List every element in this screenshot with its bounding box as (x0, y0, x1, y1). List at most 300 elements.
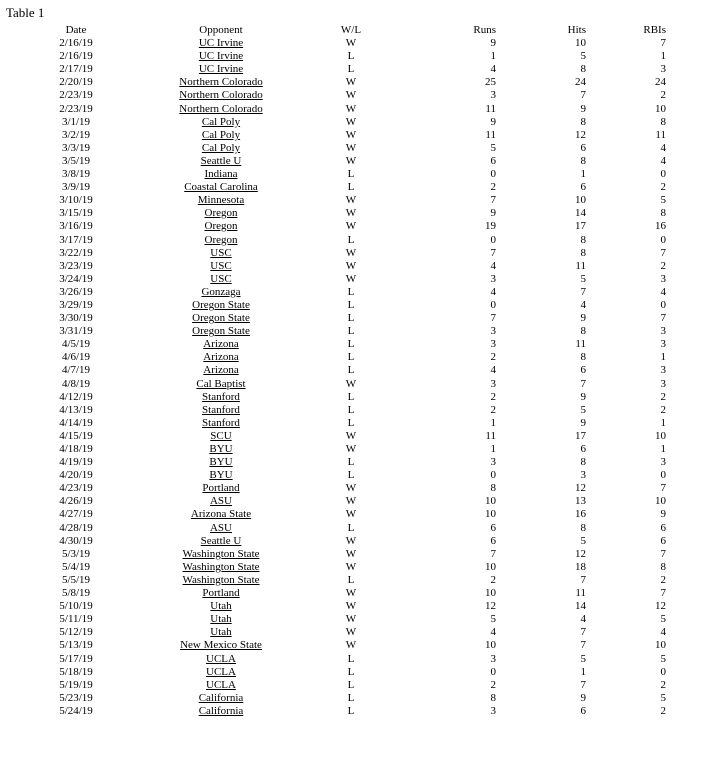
cell-hits: 8 (580, 115, 586, 128)
cell-runs: 10 (485, 508, 496, 521)
cell-wl: W (345, 194, 357, 207)
cell-opponent[interactable] (146, 234, 296, 247)
cell-runs: 2 (490, 390, 496, 403)
cell-wl: L (347, 181, 355, 194)
table-row (6, 508, 666, 521)
cell-opponent[interactable] (146, 338, 296, 351)
cell-rbis: 0 (660, 298, 666, 311)
cell-runs: 1 (490, 416, 496, 429)
cell-opponent[interactable] (146, 495, 296, 508)
cell-date: 4/8/19 (61, 377, 91, 390)
cell-runs: 3 (490, 377, 496, 390)
cell-rbis: 5 (660, 691, 666, 704)
cell-runs: 10 (485, 587, 496, 600)
table-caption: Table 1 (6, 5, 45, 20)
cell-wl: W (345, 377, 357, 390)
cell-hits: 8 (580, 351, 586, 364)
cell-rbis: 2 (660, 573, 666, 586)
cell-date: 4/20/19 (59, 469, 93, 482)
cell-hits: 8 (580, 325, 586, 338)
cell-hits: 11 (575, 587, 586, 600)
table-row (6, 325, 666, 338)
opponent-link[interactable]: UCLA (206, 652, 236, 665)
cell-opponent[interactable] (146, 260, 296, 273)
cell-opponent[interactable] (146, 613, 296, 626)
cell-opponent[interactable] (146, 574, 296, 587)
cell-runs: 4 (490, 259, 496, 272)
opponent-link[interactable]: BYU (209, 469, 233, 482)
cell-rbis: 5 (660, 652, 666, 665)
cell-wl: W (345, 560, 357, 573)
cell-date: 3/26/19 (59, 285, 93, 298)
cell-opponent[interactable] (146, 247, 296, 260)
opponent-link[interactable]: Seattle U (200, 154, 242, 167)
opponent-link[interactable]: Oregon State (192, 325, 250, 338)
cell-date: 4/13/19 (59, 403, 93, 416)
cell-opponent[interactable] (146, 207, 296, 220)
cell-runs: 10 (485, 639, 496, 652)
cell-rbis: 7 (660, 37, 666, 50)
cell-wl: W (345, 587, 357, 600)
opponent-link[interactable]: New Mexico State (180, 639, 262, 652)
table-row (6, 50, 666, 63)
cell-rbis: 2 (660, 704, 666, 717)
cell-opponent[interactable] (146, 561, 296, 574)
column-header-runs: Runs (473, 24, 496, 36)
cell-opponent[interactable] (146, 535, 296, 548)
cell-wl: L (347, 678, 355, 691)
opponent-link[interactable]: Portland (202, 482, 240, 495)
opponent-link[interactable]: BYU (209, 456, 233, 469)
opponent-link[interactable]: Oregon (204, 233, 238, 246)
cell-opponent[interactable] (146, 587, 296, 600)
cell-opponent[interactable] (146, 76, 296, 89)
cell-date: 4/5/19 (61, 338, 91, 351)
cell-date: 5/10/19 (59, 600, 93, 613)
opponent-link[interactable]: Northern Colorado (179, 102, 263, 115)
cell-hits: 1 (580, 665, 586, 678)
opponent-link[interactable]: USC (210, 272, 232, 285)
opponent-link[interactable]: Washington State (182, 560, 260, 573)
cell-opponent[interactable] (146, 364, 296, 377)
table-row (6, 469, 666, 482)
cell-rbis: 6 (660, 534, 666, 547)
cell-date: 2/17/19 (59, 63, 93, 76)
cell-date: 4/30/19 (59, 534, 93, 547)
cell-rbis: 8 (660, 115, 666, 128)
cell-opponent[interactable] (146, 286, 296, 299)
cell-rbis: 4 (660, 285, 666, 298)
opponent-link[interactable]: Portland (202, 587, 240, 600)
cell-runs: 7 (490, 194, 496, 207)
opponent-link[interactable]: Cal Poly (201, 141, 241, 154)
cell-hits: 9 (580, 416, 586, 429)
cell-rbis: 1 (660, 50, 666, 63)
cell-date: 4/12/19 (59, 390, 93, 403)
table-row (6, 522, 666, 535)
cell-wl: W (345, 102, 357, 115)
opponent-link[interactable]: Minnesota (197, 194, 245, 207)
cell-hits: 7 (580, 377, 586, 390)
table-row (6, 391, 666, 404)
table-row (6, 600, 666, 613)
table-row (6, 63, 666, 76)
cell-wl: L (347, 416, 355, 429)
opponent-link[interactable]: California (198, 691, 244, 704)
cell-hits: 8 (580, 154, 586, 167)
cell-opponent[interactable] (146, 508, 296, 521)
cell-date: 4/6/19 (61, 351, 91, 364)
cell-rbis: 2 (660, 259, 666, 272)
opponent-link[interactable]: California (198, 704, 244, 717)
table-row (6, 561, 666, 574)
table-row (6, 299, 666, 312)
column-header-wl: W/L (340, 24, 362, 36)
cell-runs: 11 (485, 102, 496, 115)
cell-hits: 6 (580, 141, 586, 154)
cell-wl: W (345, 220, 357, 233)
cell-opponent[interactable] (146, 522, 296, 535)
opponent-link[interactable]: USC (210, 246, 232, 259)
cell-wl: L (347, 652, 355, 665)
opponent-link[interactable]: Arizona State (190, 508, 252, 521)
cell-runs: 2 (490, 351, 496, 364)
table-row (6, 587, 666, 600)
cell-runs: 2 (490, 403, 496, 416)
cell-opponent[interactable] (146, 391, 296, 404)
cell-opponent[interactable] (146, 351, 296, 364)
opponent-link[interactable]: ASU (209, 521, 232, 534)
cell-runs: 8 (490, 482, 496, 495)
cell-wl: L (347, 364, 355, 377)
cell-hits: 5 (580, 272, 586, 285)
cell-rbis: 4 (660, 154, 666, 167)
opponent-link[interactable]: Oregon (204, 220, 238, 233)
cell-rbis: 2 (660, 89, 666, 102)
table-row (6, 404, 666, 417)
cell-rbis: 8 (660, 207, 666, 220)
cell-hits: 12 (575, 128, 586, 141)
cell-date: 3/2/19 (61, 128, 91, 141)
cell-date: 3/22/19 (59, 246, 93, 259)
cell-wl: W (345, 272, 357, 285)
cell-rbis: 3 (660, 325, 666, 338)
cell-opponent[interactable] (146, 168, 296, 181)
cell-runs: 9 (490, 37, 496, 50)
cell-hits: 13 (575, 495, 586, 508)
opponent-link[interactable]: Oregon State (192, 312, 250, 325)
cell-hits: 7 (580, 285, 586, 298)
cell-opponent[interactable] (146, 155, 296, 168)
cell-runs: 2 (490, 181, 496, 194)
column-header-hits: Hits (567, 24, 586, 36)
cell-rbis: 1 (660, 443, 666, 455)
cell-date: 5/12/19 (59, 626, 93, 639)
table-row (6, 548, 666, 561)
opponent-link[interactable]: UCLA (206, 665, 236, 678)
cell-opponent[interactable] (146, 469, 296, 482)
cell-hits: 6 (580, 181, 586, 194)
cell-date: 5/5/19 (61, 573, 91, 586)
opponent-link[interactable]: Coastal Carolina (184, 181, 258, 194)
table-row (6, 692, 666, 705)
table-row (6, 482, 666, 495)
table-row (6, 168, 666, 181)
cell-opponent[interactable] (146, 220, 296, 233)
column-header-rbis: RBIs (643, 24, 666, 36)
cell-runs: 2 (490, 573, 496, 586)
cell-rbis: 9 (660, 508, 666, 521)
cell-hits: 5 (580, 403, 586, 416)
cell-runs: 1 (490, 443, 496, 455)
cell-date: 3/30/19 (59, 312, 93, 325)
cell-wl: L (347, 298, 355, 311)
cell-date: 2/16/19 (59, 50, 93, 63)
opponent-link[interactable]: Seattle U (200, 534, 242, 547)
cell-wl: W (345, 482, 357, 495)
opponent-link[interactable]: Gonzaga (201, 285, 241, 298)
table-row (6, 364, 666, 377)
cell-rbis: 2 (660, 181, 666, 194)
cell-opponent[interactable] (146, 378, 296, 391)
table-row (6, 89, 666, 102)
cell-date: 4/28/19 (59, 521, 93, 534)
cell-date: 2/20/19 (59, 76, 93, 89)
opponent-link[interactable]: Stanford (202, 403, 240, 416)
cell-wl: L (347, 351, 355, 364)
table-row (6, 103, 666, 116)
cell-date: 3/29/19 (59, 298, 93, 311)
document-page (0, 6, 704, 781)
cell-runs: 7 (490, 246, 496, 259)
cell-wl: L (347, 50, 355, 63)
cell-opponent[interactable] (146, 600, 296, 613)
cell-rbis: 8 (660, 560, 666, 573)
table-row (6, 443, 666, 456)
cell-opponent[interactable] (146, 705, 296, 718)
cell-opponent[interactable] (146, 50, 296, 63)
table-row (6, 338, 666, 351)
opponent-link[interactable]: Indiana (204, 168, 238, 181)
cell-opponent[interactable] (146, 116, 296, 129)
cell-hits: 4 (580, 298, 586, 311)
opponent-link[interactable]: Arizona (203, 364, 239, 377)
cell-date: 3/10/19 (59, 194, 93, 207)
cell-runs: 6 (490, 534, 496, 547)
cell-date: 2/23/19 (59, 102, 93, 115)
cell-wl: W (345, 600, 357, 613)
opponent-link[interactable]: UC Irvine (198, 63, 244, 76)
opponent-link[interactable]: Utah (210, 626, 232, 639)
cell-rbis: 4 (660, 626, 666, 639)
opponent-link[interactable]: UC Irvine (198, 50, 244, 63)
opponent-link[interactable]: Oregon (204, 207, 238, 220)
opponent-link[interactable]: ASU (209, 495, 232, 508)
cell-opponent[interactable] (146, 482, 296, 495)
opponent-link[interactable]: Arizona (203, 351, 239, 364)
cell-rbis: 24 (655, 76, 666, 89)
cell-rbis: 11 (655, 128, 666, 141)
cell-rbis: 7 (660, 312, 666, 325)
cell-runs: 6 (490, 521, 496, 534)
cell-opponent[interactable] (146, 129, 296, 142)
opponent-link[interactable]: Utah (210, 600, 232, 613)
cell-opponent[interactable] (146, 142, 296, 155)
cell-date: 5/24/19 (59, 704, 93, 717)
cell-wl: L (347, 469, 355, 482)
cell-opponent[interactable] (146, 325, 296, 338)
opponent-link[interactable]: UC Irvine (198, 37, 244, 50)
column-header-opponent: Opponent (199, 24, 243, 36)
opponent-link[interactable]: Cal Poly (201, 115, 241, 128)
cell-opponent[interactable] (146, 417, 296, 430)
cell-hits: 7 (580, 639, 586, 652)
cell-hits: 10 (575, 194, 586, 207)
cell-opponent[interactable] (146, 299, 296, 312)
cell-date: 4/15/19 (59, 429, 93, 442)
cell-opponent[interactable] (146, 63, 296, 76)
opponent-link[interactable]: UCLA (206, 678, 236, 691)
cell-runs: 25 (485, 76, 496, 89)
opponent-link[interactable]: Stanford (202, 390, 240, 403)
cell-hits: 7 (580, 678, 586, 691)
cell-opponent[interactable] (146, 692, 296, 705)
cell-rbis: 12 (655, 600, 666, 613)
cell-opponent[interactable] (146, 312, 296, 325)
cell-hits: 18 (575, 560, 586, 573)
cell-wl: L (347, 665, 355, 678)
opponent-link[interactable]: USC (210, 259, 232, 272)
cell-date: 3/8/19 (61, 168, 91, 181)
cell-rbis: 7 (660, 482, 666, 495)
cell-hits: 12 (575, 547, 586, 560)
cell-rbis: 10 (655, 102, 666, 115)
cell-rbis: 7 (660, 587, 666, 600)
cell-date: 3/1/19 (61, 115, 91, 128)
cell-runs: 10 (485, 560, 496, 573)
cell-rbis: 2 (660, 390, 666, 403)
cell-hits: 9 (580, 312, 586, 325)
table-row (6, 666, 666, 679)
cell-runs: 11 (485, 429, 496, 442)
table-row (6, 37, 666, 50)
cell-rbis: 10 (655, 429, 666, 442)
cell-rbis: 1 (660, 351, 666, 364)
cell-wl: L (347, 704, 355, 717)
cell-wl: W (345, 128, 357, 141)
cell-runs: 9 (490, 115, 496, 128)
cell-hits: 12 (575, 482, 586, 495)
opponent-link[interactable]: Oregon State (192, 298, 250, 311)
cell-date: 4/19/19 (59, 456, 93, 469)
cell-opponent[interactable] (146, 273, 296, 286)
cell-opponent[interactable] (146, 404, 296, 417)
cell-opponent[interactable] (146, 181, 296, 194)
table-row (6, 312, 666, 325)
table-row (6, 351, 666, 364)
opponent-link[interactable]: Northern Colorado (179, 89, 263, 102)
opponent-link[interactable]: Arizona (203, 338, 239, 351)
cell-opponent[interactable] (146, 679, 296, 692)
opponent-link[interactable]: Washington State (182, 547, 260, 560)
cell-hits: 7 (580, 89, 586, 102)
cell-wl: W (345, 495, 357, 508)
table-row (6, 234, 666, 247)
table-row (6, 626, 666, 639)
cell-runs: 11 (485, 128, 496, 141)
cell-opponent[interactable] (146, 443, 296, 456)
cell-hits: 9 (580, 691, 586, 704)
cell-date: 5/23/19 (59, 691, 93, 704)
cell-date: 4/7/19 (61, 364, 91, 377)
cell-date: 3/9/19 (61, 181, 91, 194)
cell-runs: 0 (490, 298, 496, 311)
cell-date: 5/3/19 (61, 547, 91, 560)
cell-runs: 9 (490, 207, 496, 220)
cell-hits: 14 (575, 600, 586, 613)
cell-hits: 6 (580, 704, 586, 717)
cell-opponent[interactable] (146, 194, 296, 207)
cell-runs: 3 (490, 652, 496, 665)
cell-hits: 5 (580, 50, 586, 63)
cell-runs: 3 (490, 338, 496, 351)
cell-wl: L (347, 325, 355, 338)
table-header-row (6, 24, 666, 37)
cell-rbis: 7 (660, 547, 666, 560)
cell-opponent[interactable] (146, 89, 296, 102)
cell-opponent[interactable] (146, 626, 296, 639)
opponent-link[interactable]: Cal Poly (201, 128, 241, 141)
cell-date: 3/24/19 (59, 272, 93, 285)
cell-opponent[interactable] (146, 103, 296, 116)
opponent-link[interactable]: Utah (210, 613, 232, 626)
cell-runs: 5 (490, 613, 496, 626)
cell-opponent[interactable] (146, 430, 296, 443)
cell-runs: 3 (490, 325, 496, 338)
cell-rbis: 0 (660, 233, 666, 246)
cell-opponent[interactable] (146, 548, 296, 561)
opponent-link[interactable]: BYU (209, 443, 233, 455)
opponent-link[interactable]: Washington State (182, 573, 260, 586)
cell-rbis: 0 (660, 168, 666, 181)
cell-date: 5/13/19 (59, 639, 93, 652)
opponent-link[interactable]: Cal Baptist (196, 377, 246, 390)
cell-opponent[interactable] (146, 37, 296, 50)
cell-wl: W (345, 547, 357, 560)
cell-date: 4/14/19 (59, 416, 93, 429)
cell-hits: 8 (580, 456, 586, 469)
opponent-link[interactable]: Stanford (202, 416, 240, 429)
table-row (6, 220, 666, 233)
cell-hits: 24 (575, 76, 586, 89)
cell-opponent[interactable] (146, 666, 296, 679)
cell-wl: W (345, 76, 357, 89)
cell-hits: 17 (575, 220, 586, 233)
cell-rbis: 2 (660, 403, 666, 416)
cell-wl: W (345, 534, 357, 547)
cell-rbis: 0 (660, 469, 666, 482)
table-row (6, 456, 666, 469)
cell-opponent[interactable] (146, 456, 296, 469)
table-header (6, 24, 666, 37)
table-row (6, 613, 666, 626)
opponent-link[interactable]: Northern Colorado (179, 76, 263, 89)
cell-opponent[interactable] (146, 653, 296, 666)
opponent-link[interactable]: SCU (210, 429, 232, 442)
table-row (6, 378, 666, 391)
cell-opponent[interactable] (146, 639, 296, 652)
cell-wl: W (345, 37, 357, 50)
